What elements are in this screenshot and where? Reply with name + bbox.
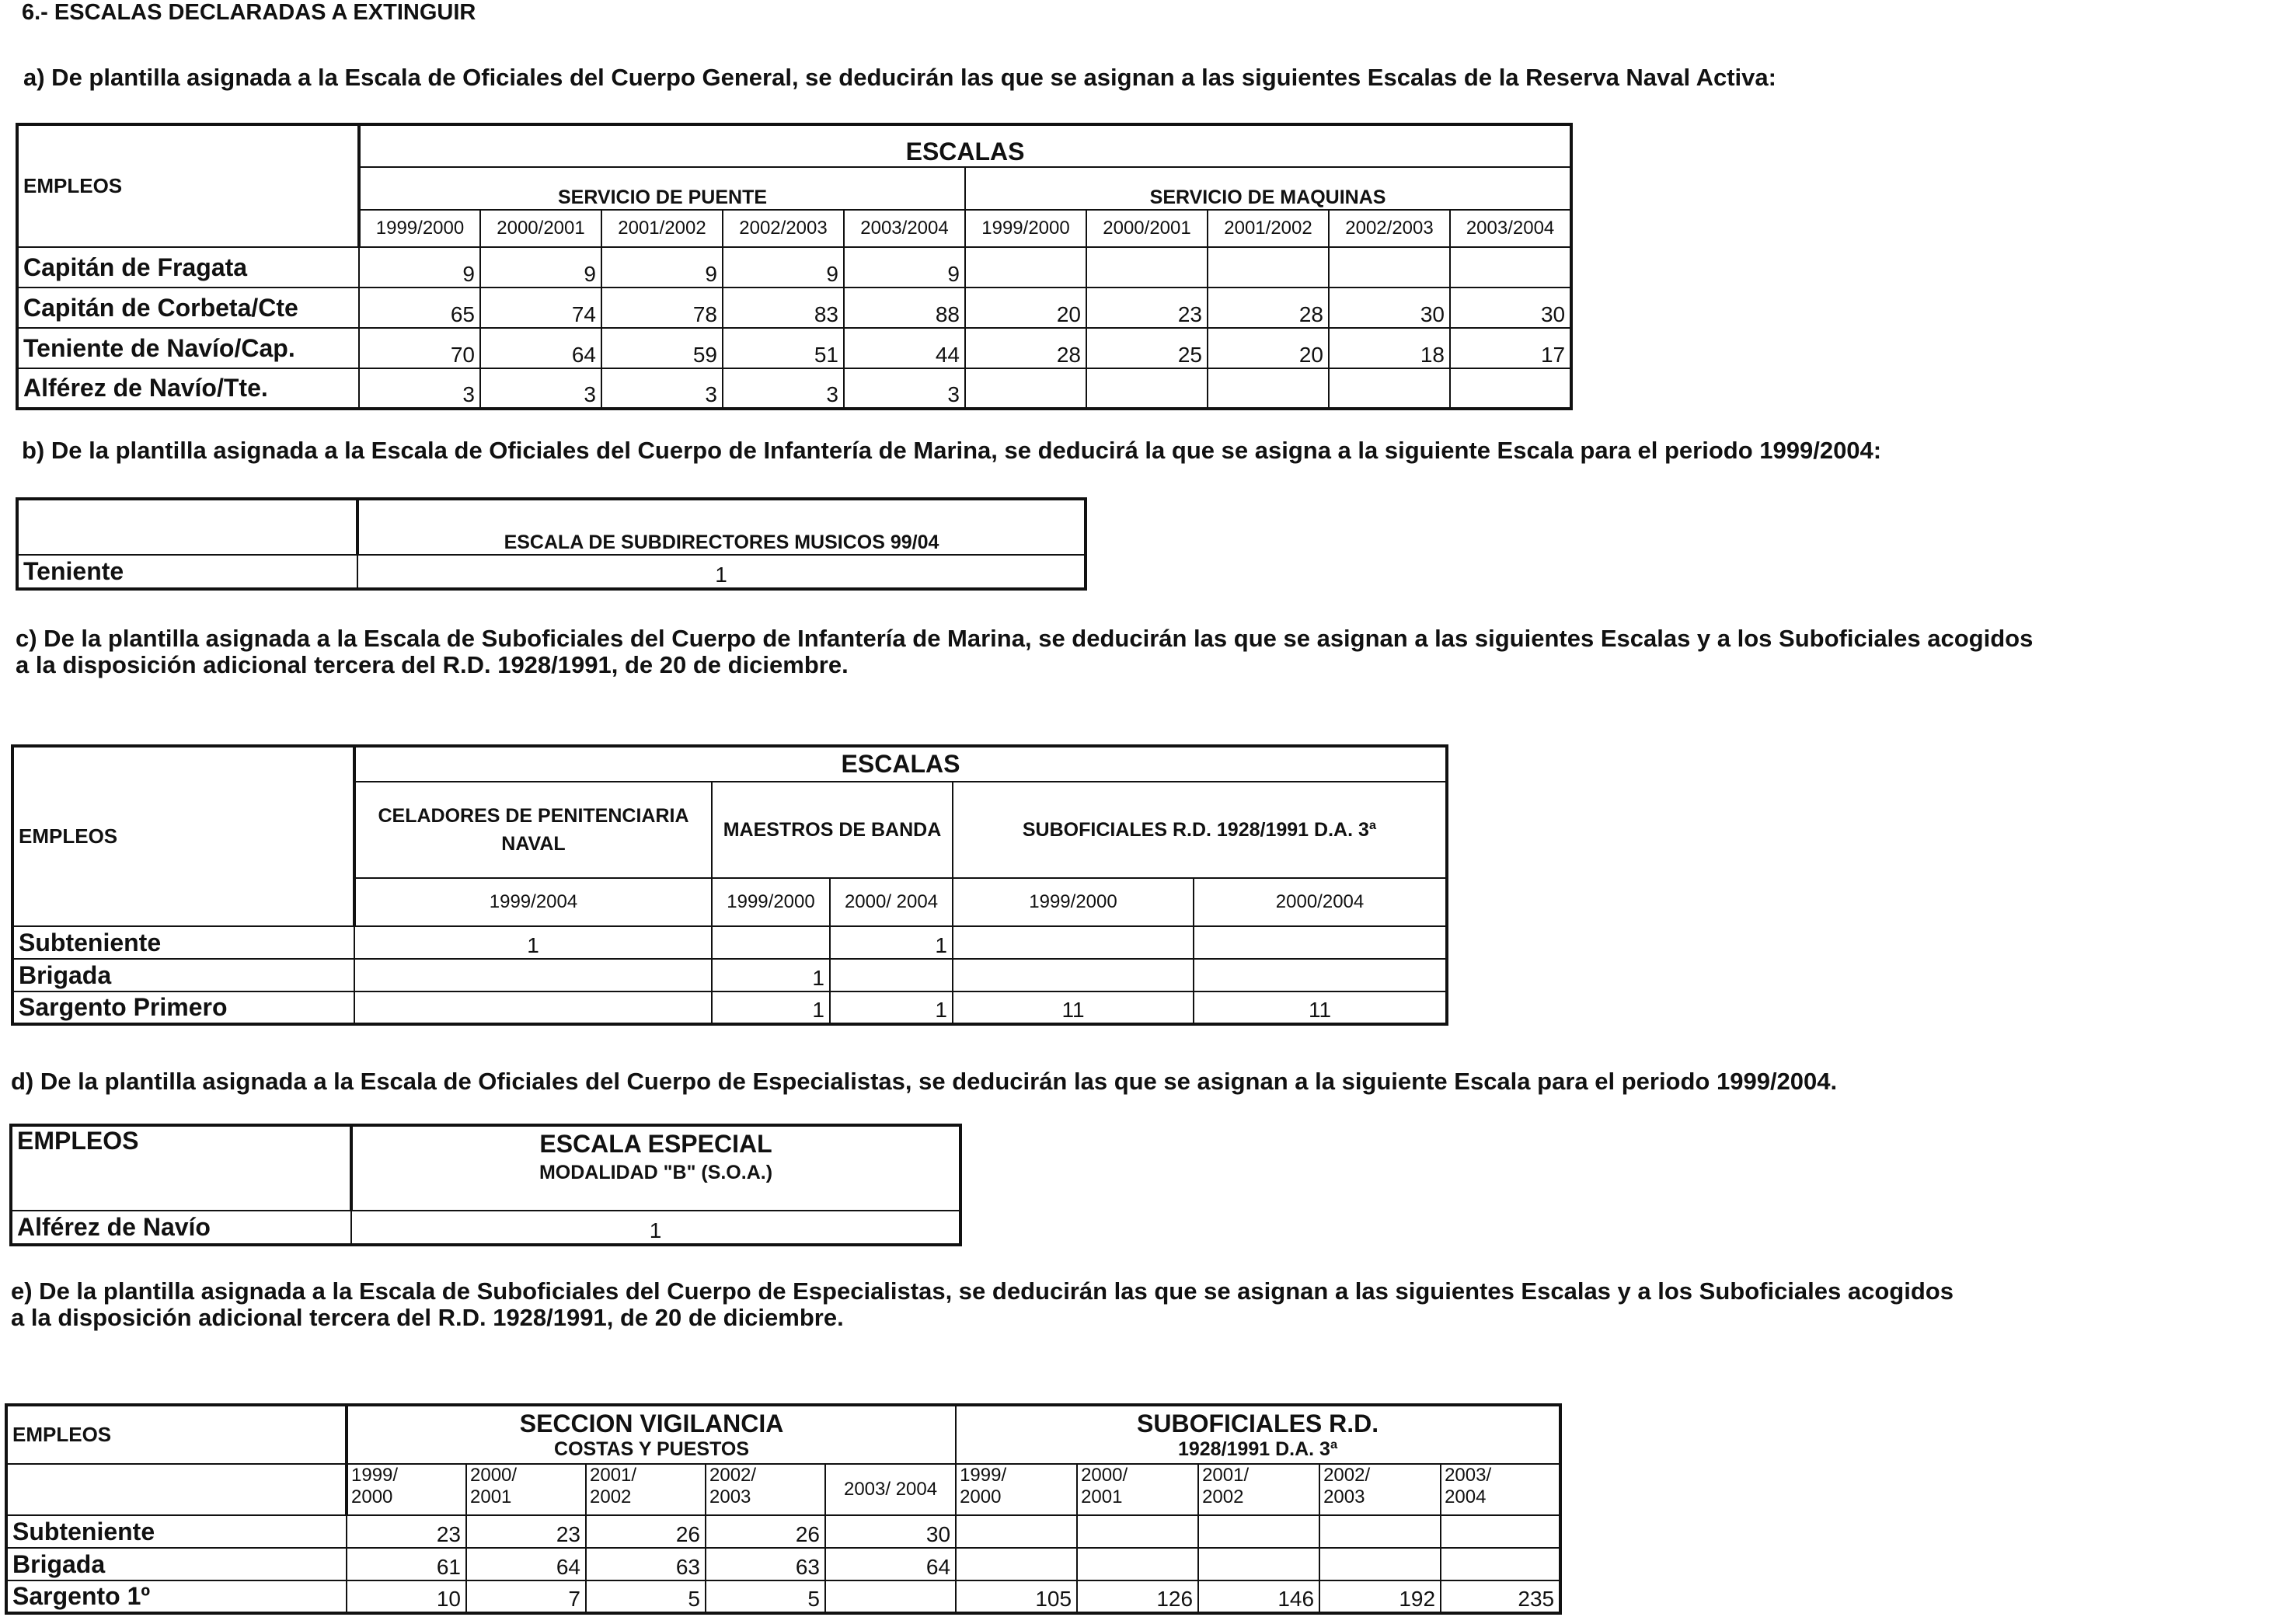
section-e-text-line2: a la disposición adicional tercera del R.D. 1928/1991, de 20 de diciembre.	[11, 1304, 844, 1331]
section-a-text: a) De plantilla asignada a la Escala de Oficiales del Cuerpo General, se deducirán las que se asignan a las siguientes Escalas de la Reserva Naval Activa:	[23, 64, 1776, 91]
table-cell: 1	[351, 1211, 960, 1245]
table-cell: 10	[347, 1580, 466, 1613]
table-a	[16, 123, 1573, 410]
year-header: 2000/2001	[480, 210, 601, 247]
table-cell: 1	[357, 555, 1086, 589]
row-label: Subteniente	[12, 926, 354, 959]
table-cell	[1198, 1515, 1319, 1548]
table-cell: 23	[1086, 288, 1208, 328]
table-cell	[956, 1548, 1077, 1580]
table-cell: 64	[480, 328, 601, 368]
table-cell: 23	[347, 1515, 466, 1548]
year-header: 2002/ 2003	[1319, 1464, 1441, 1515]
table-cell: 26	[706, 1515, 825, 1548]
year-header: 2000/ 2004	[830, 878, 953, 926]
suboficiales-header: SUBOFICIALES R.D. 1928/1991 D.A. 3ª	[953, 782, 1447, 878]
section-c-text-line1: c) De la plantilla asignada a la Escala de Suboficiales del Cuerpo de Infantería de Marina, se deducirán las que se asignan a las siguientes Escalas y a los Suboficiales acogidos	[16, 625, 2034, 652]
year-header: 1999/ 2000	[956, 1464, 1077, 1515]
table-cell: 28	[965, 328, 1086, 368]
empty-corner-cell	[6, 1464, 347, 1515]
table-cell: 126	[1077, 1580, 1198, 1613]
year-header: 1999/2000	[712, 878, 830, 926]
table-cell: 235	[1441, 1580, 1560, 1613]
escalas-header: ESCALAS	[359, 124, 1571, 167]
table-cell: 3	[480, 368, 601, 409]
table-cell	[1086, 247, 1208, 288]
year-header: 2002/ 2003	[706, 1464, 825, 1515]
table-cell	[1450, 368, 1571, 409]
table-cell: 59	[601, 328, 723, 368]
table-cell	[1208, 368, 1329, 409]
table-cell: 11	[1194, 991, 1447, 1024]
table-row	[17, 247, 1571, 288]
table-cell: 83	[723, 288, 844, 328]
suboficiales-rd-subtitle: 1928/1991 D.A. 3ª	[1177, 1438, 1338, 1460]
table-cell	[1086, 368, 1208, 409]
table-cell	[1194, 959, 1447, 991]
table-cell: 44	[844, 328, 965, 368]
table-cell: 3	[601, 368, 723, 409]
table-cell: 3	[844, 368, 965, 409]
table-cell: 23	[466, 1515, 586, 1548]
table-cell: 78	[601, 288, 723, 328]
year-header-row	[6, 1464, 1560, 1515]
year-header: 1999/2004	[354, 878, 712, 926]
table-cell	[1319, 1548, 1441, 1580]
table-cell	[1329, 368, 1450, 409]
table-cell: 3	[723, 368, 844, 409]
table-cell: 70	[359, 328, 480, 368]
table-cell	[1077, 1515, 1198, 1548]
table-cell	[1319, 1515, 1441, 1548]
seccion-vigilancia-title: SECCION VIGILANCIA	[519, 1409, 784, 1438]
table-cell: 5	[706, 1580, 825, 1613]
table-cell: 20	[1208, 328, 1329, 368]
year-header: 1999/2000	[359, 210, 480, 247]
table-cell	[712, 926, 830, 959]
table-cell: 74	[480, 288, 601, 328]
table-b	[16, 497, 1087, 591]
table-cell	[1077, 1548, 1198, 1580]
table-cell: 88	[844, 288, 965, 328]
table-row	[6, 1548, 1560, 1580]
section-d-text: d) De la plantilla asignada a la Escala de Oficiales del Cuerpo de Especialistas, se deducirán las que se asignan a la siguiente Escala para el periodo 1999/2004.	[11, 1068, 1838, 1095]
table-cell	[1329, 247, 1450, 288]
row-label: Teniente de Navío/Cap.	[17, 328, 359, 368]
row-label: Sargento Primero	[12, 991, 354, 1024]
empleos-header: EMPLEOS	[12, 746, 354, 926]
table-cell: 5	[586, 1580, 706, 1613]
table-cell: 64	[825, 1548, 956, 1580]
section-c-text-line2: a la disposición adicional tercera del R.D. 1928/1991, de 20 de diciembre.	[16, 651, 849, 678]
seccion-vigilancia-header	[347, 1405, 956, 1464]
suboficiales-rd-header	[956, 1405, 1560, 1464]
table-cell: 9	[359, 247, 480, 288]
table-cell: 1	[830, 926, 953, 959]
year-header: 2000/ 2001	[466, 1464, 586, 1515]
table-row	[17, 288, 1571, 328]
table-row	[17, 555, 1086, 589]
year-header: 2001/2002	[1208, 210, 1329, 247]
year-header: 2000/2001	[1086, 210, 1208, 247]
table-cell	[1441, 1515, 1560, 1548]
table-cell: 64	[466, 1548, 586, 1580]
table-cell: 28	[1208, 288, 1329, 328]
table-row	[12, 926, 1447, 959]
table-cell	[1450, 247, 1571, 288]
year-header: 1999/ 2000	[347, 1464, 466, 1515]
year-header: 2001/2002	[601, 210, 723, 247]
table-cell: 26	[586, 1515, 706, 1548]
table-cell: 51	[723, 328, 844, 368]
year-header: 2002/2003	[1329, 210, 1450, 247]
table-cell	[1208, 247, 1329, 288]
year-header: 2001/ 2002	[1198, 1464, 1319, 1515]
table-cell	[830, 959, 953, 991]
escala-especial-title: ESCALA ESPECIAL	[539, 1130, 772, 1158]
table-cell	[965, 368, 1086, 409]
row-label: Brigada	[12, 959, 354, 991]
servicio-maquinas-header: SERVICIO DE MAQUINAS	[965, 167, 1571, 210]
table-cell: 25	[1086, 328, 1208, 368]
document-heading: 6.- ESCALAS DECLARADAS A EXTINGUIR	[22, 0, 476, 25]
table-cell: 61	[347, 1548, 466, 1580]
table-cell: 9	[601, 247, 723, 288]
section-e-text-line1: e) De la plantilla asignada a la Escala de Suboficiales del Cuerpo de Especialistas, se deducirán las que se asignan a las siguientes Escalas y a los Suboficiales acogidos	[11, 1277, 1954, 1305]
table-cell: 7	[466, 1580, 586, 1613]
table-cell: 1	[712, 959, 830, 991]
table-row	[17, 368, 1571, 409]
year-header: 2003/ 2004	[825, 1464, 956, 1515]
table-cell	[825, 1580, 956, 1613]
row-label: Alférez de Navío/Tte.	[17, 368, 359, 409]
subdirectores-header: ESCALA DE SUBDIRECTORES MUSICOS 99/04	[357, 499, 1086, 555]
table-cell	[1198, 1548, 1319, 1580]
table-cell: 20	[965, 288, 1086, 328]
table-cell: 3	[359, 368, 480, 409]
year-header: 2000/ 2001	[1077, 1464, 1198, 1515]
year-header: 2003/2004	[1450, 210, 1571, 247]
table-cell: 30	[1329, 288, 1450, 328]
table-d	[9, 1124, 962, 1246]
year-header: 1999/2000	[953, 878, 1194, 926]
table-c	[11, 744, 1448, 1026]
table-cell: 146	[1198, 1580, 1319, 1613]
year-header: 2003/ 2004	[1441, 1464, 1560, 1515]
table-row	[17, 328, 1571, 368]
table-cell: 1	[354, 926, 712, 959]
row-label: Capitán de Corbeta/Cte	[17, 288, 359, 328]
empleos-header: EMPLEOS	[6, 1405, 347, 1464]
table-cell: 9	[480, 247, 601, 288]
table-cell	[1441, 1548, 1560, 1580]
table-cell: 17	[1450, 328, 1571, 368]
table-cell	[354, 991, 712, 1024]
row-label: Subteniente	[6, 1515, 347, 1548]
table-e	[5, 1403, 1562, 1615]
table-row	[12, 959, 1447, 991]
table-cell: 11	[953, 991, 1194, 1024]
empleos-header: EMPLEOS	[17, 124, 359, 247]
table-cell: 63	[706, 1548, 825, 1580]
escalas-header: ESCALAS	[354, 746, 1447, 782]
table-cell	[953, 959, 1194, 991]
table-cell	[965, 247, 1086, 288]
table-row	[6, 1515, 1560, 1548]
seccion-vigilancia-subtitle: COSTAS Y PUESTOS	[554, 1438, 750, 1460]
table-cell: 18	[1329, 328, 1450, 368]
row-label: Teniente	[17, 555, 357, 589]
table-cell: 1	[712, 991, 830, 1024]
table-cell: 30	[1450, 288, 1571, 328]
table-cell: 105	[956, 1580, 1077, 1613]
table-cell	[1194, 926, 1447, 959]
table-cell: 65	[359, 288, 480, 328]
table-cell: 63	[586, 1548, 706, 1580]
year-header: 2000/2004	[1194, 878, 1447, 926]
row-label: Brigada	[6, 1548, 347, 1580]
year-header: 2002/2003	[723, 210, 844, 247]
year-header: 1999/2000	[965, 210, 1086, 247]
row-label: Alférez de Navío	[11, 1211, 351, 1245]
row-label: Sargento 1º	[6, 1580, 347, 1613]
empleos-header: EMPLEOS	[11, 1125, 351, 1211]
table-cell: 1	[830, 991, 953, 1024]
table-cell: 9	[723, 247, 844, 288]
servicio-puente-header: SERVICIO DE PUENTE	[359, 167, 965, 210]
year-header: 2003/2004	[844, 210, 965, 247]
table-row	[11, 1211, 960, 1245]
table-cell: 192	[1319, 1580, 1441, 1613]
table-row	[12, 991, 1447, 1024]
row-label: Capitán de Fragata	[17, 247, 359, 288]
table-cell	[953, 926, 1194, 959]
table-cell	[354, 959, 712, 991]
celadores-header: CELADORES DE PENITENCIARIA NAVAL	[354, 782, 712, 878]
section-b-text: b) De la plantilla asignada a la Escala de Oficiales del Cuerpo de Infantería de Marina, se deducirá la que se asigna a la siguiente Escala para el periodo 1999/2004:	[22, 437, 1882, 464]
table-row	[6, 1580, 1560, 1613]
table-cell: 30	[825, 1515, 956, 1548]
suboficiales-rd-title: SUBOFICIALES R.D.	[1137, 1409, 1379, 1438]
escala-especial-subtitle: MODALIDAD "B" (S.O.A.)	[539, 1162, 773, 1183]
year-header: 2001/ 2002	[586, 1464, 706, 1515]
table-cell: 9	[844, 247, 965, 288]
table-cell	[956, 1515, 1077, 1548]
escala-especial-header	[351, 1125, 960, 1211]
empty-corner-cell	[17, 499, 357, 555]
maestros-banda-header: MAESTROS DE BANDA	[712, 782, 953, 878]
